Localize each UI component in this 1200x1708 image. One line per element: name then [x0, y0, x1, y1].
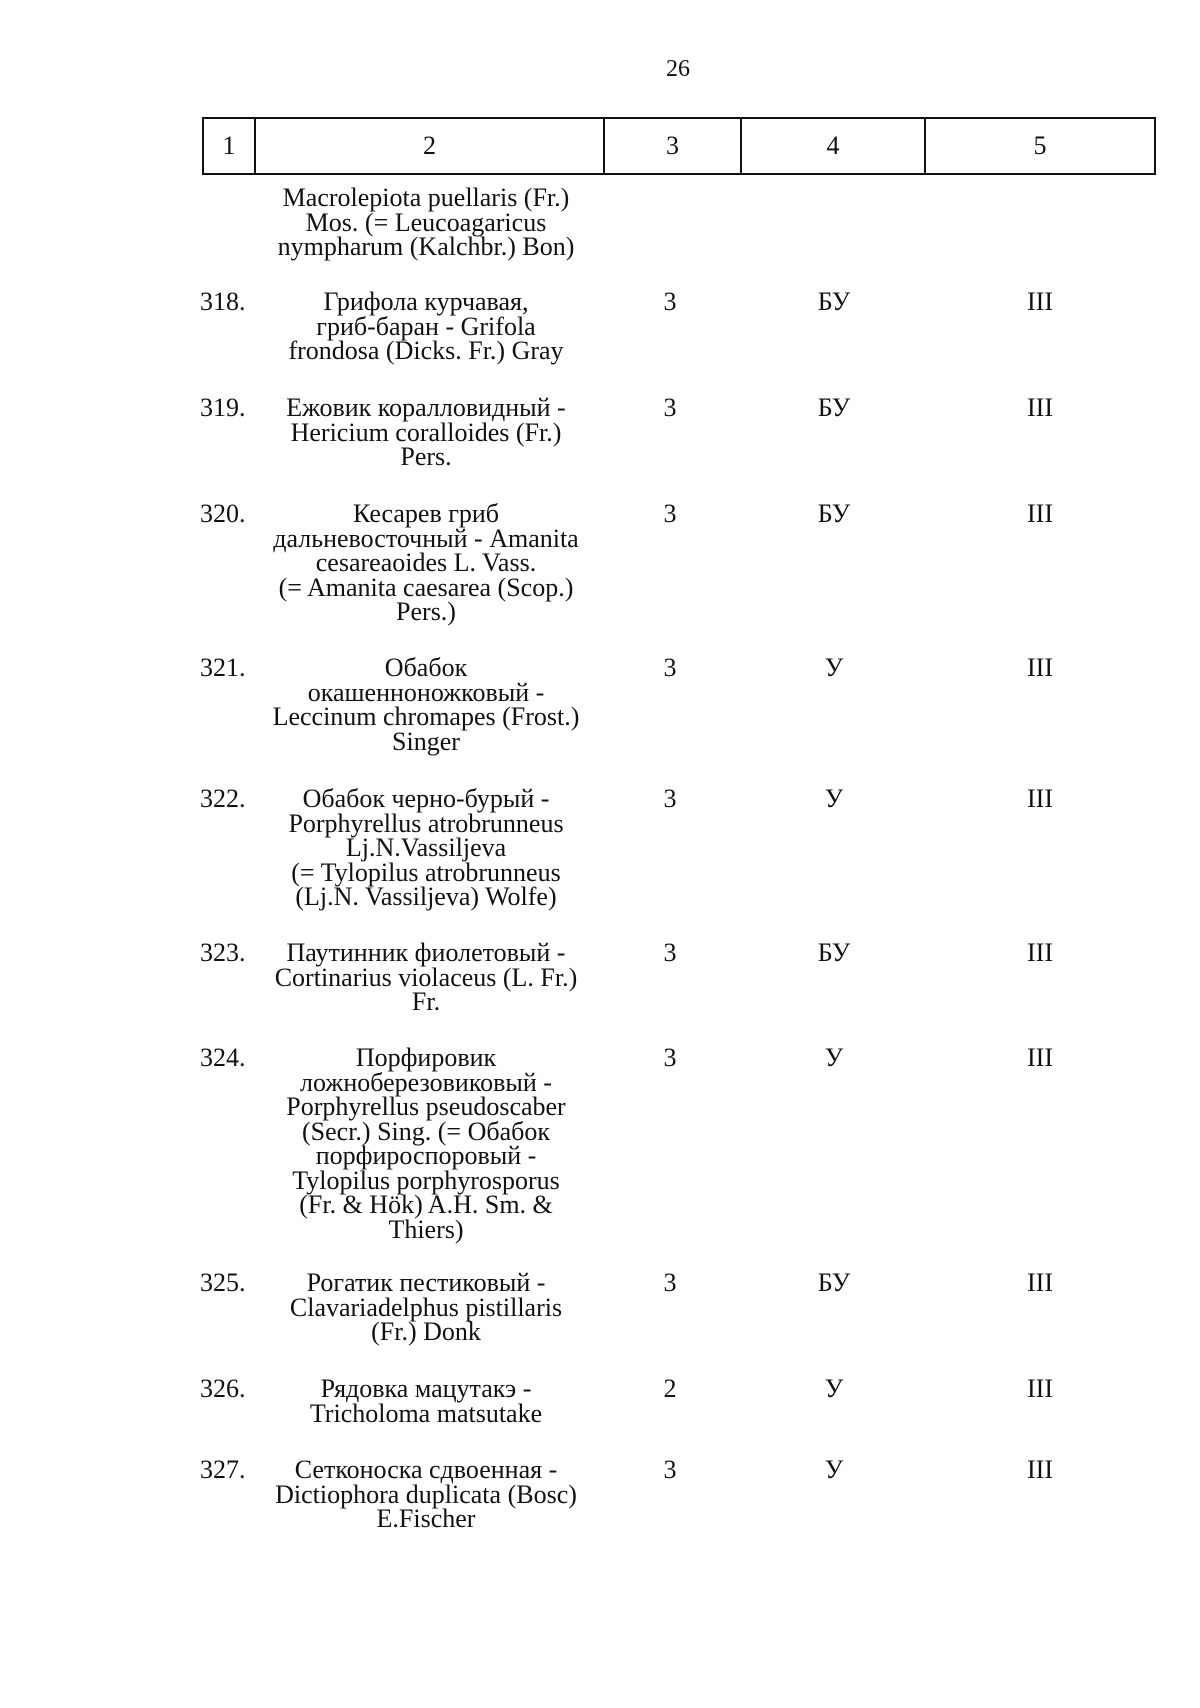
row-number: 327. [200, 1455, 246, 1484]
zone-code: III [1027, 499, 1053, 528]
species-name: Грифола курчавая, гриб-баран - Grifola frondosa (Dicks. Fr.) Gray [288, 287, 564, 365]
zone-code: III [1027, 393, 1053, 422]
rarity-category: 3 [663, 499, 677, 528]
species-name: Сетконоска сдвоенная - Dictiophora duplicata (Bosc) E.Fischer [275, 1455, 577, 1533]
row-number: 323. [200, 938, 246, 967]
header-col-4: 4 [742, 119, 926, 173]
zone-code: III [1027, 1374, 1053, 1403]
species-name: Порфировик ложноберезовиковый - Porphyrellus pseudoscaber (Secr.) Sing. (= Обабок порфироспоровый - Tylopilus porphyrosporus (Fr. & Hök) A.H. Sm. & Thiers) [286, 1043, 566, 1244]
species-name: Паутинник фиолетовый - Cortinarius violaceus (L. Fr.) Fr. [274, 938, 578, 1016]
zone-code: III [1027, 653, 1053, 682]
rarity-category: 3 [663, 1455, 677, 1484]
species-name: Macrolepiota puellaris (Fr.) Mos. (= Leucoagaricus nympharum (Kalchbr.) Bon) [277, 183, 575, 261]
rarity-category: 3 [663, 393, 677, 422]
species-name: Рядовка мацутакэ - Tricholoma matsutake [309, 1374, 543, 1428]
zone-code: III [1027, 1455, 1053, 1484]
rarity-category: 3 [663, 938, 677, 967]
table-header [202, 117, 1156, 175]
status-code: БУ [817, 938, 851, 967]
zone-code: III [1027, 1043, 1053, 1072]
row-number: 326. [200, 1374, 246, 1403]
zone-code: III [1027, 784, 1053, 813]
status-code: БУ [817, 393, 851, 422]
species-name: Ежовик коралловидный - Hericium coralloides (Fr.) Pers. [286, 393, 566, 471]
row-number: 321. [200, 653, 246, 682]
rarity-category: 2 [663, 1374, 677, 1403]
status-code: БУ [817, 499, 851, 528]
page-number: 26 [666, 56, 690, 82]
header-col-5: 5 [1033, 131, 1047, 160]
rarity-category: 3 [663, 784, 677, 813]
species-name: Обабок черно-бурый - Porphyrellus atrobrunneus Lj.N.Vassiljeva (= Tylopilus atrobrunneus (Lj.N. Vassiljeva) Wolfe) [288, 784, 564, 911]
row-number: 324. [200, 1043, 246, 1072]
zone-code: III [1027, 287, 1053, 316]
row-number: 325. [200, 1268, 246, 1297]
row-number: 318. [200, 287, 246, 316]
zone-code: III [1027, 938, 1053, 967]
header-col-3: 3 [605, 119, 742, 173]
header-col-2: 2 [256, 119, 605, 173]
rarity-category: 3 [663, 287, 677, 316]
zone-code: III [1027, 1268, 1053, 1297]
species-name: Обабок окашенноножковый - Leccinum chromapes (Frost.) Singer [272, 653, 580, 756]
rarity-category: 3 [663, 1043, 677, 1072]
status-code: БУ [817, 287, 851, 316]
rarity-category: 3 [663, 653, 677, 682]
status-code: БУ [817, 1268, 851, 1297]
species-name: Рогатик пестиковый - Clavariadelphus pistillaris (Fr.) Donk [289, 1268, 563, 1346]
header-col-1: 1 [204, 119, 256, 173]
rarity-category: 3 [663, 1268, 677, 1297]
status-code: У [824, 1374, 844, 1403]
row-number: 322. [200, 784, 246, 813]
status-code: У [824, 653, 844, 682]
species-name: Кесарев гриб дальневосточный - Amanita cesareaoides L. Vass. (= Amanita caesarea (Scop.) Pers.) [273, 499, 579, 626]
status-code: У [824, 1043, 844, 1072]
status-code: У [824, 1455, 844, 1484]
status-code: У [824, 784, 844, 813]
row-number: 319. [200, 393, 246, 422]
row-number: 320. [200, 499, 246, 528]
